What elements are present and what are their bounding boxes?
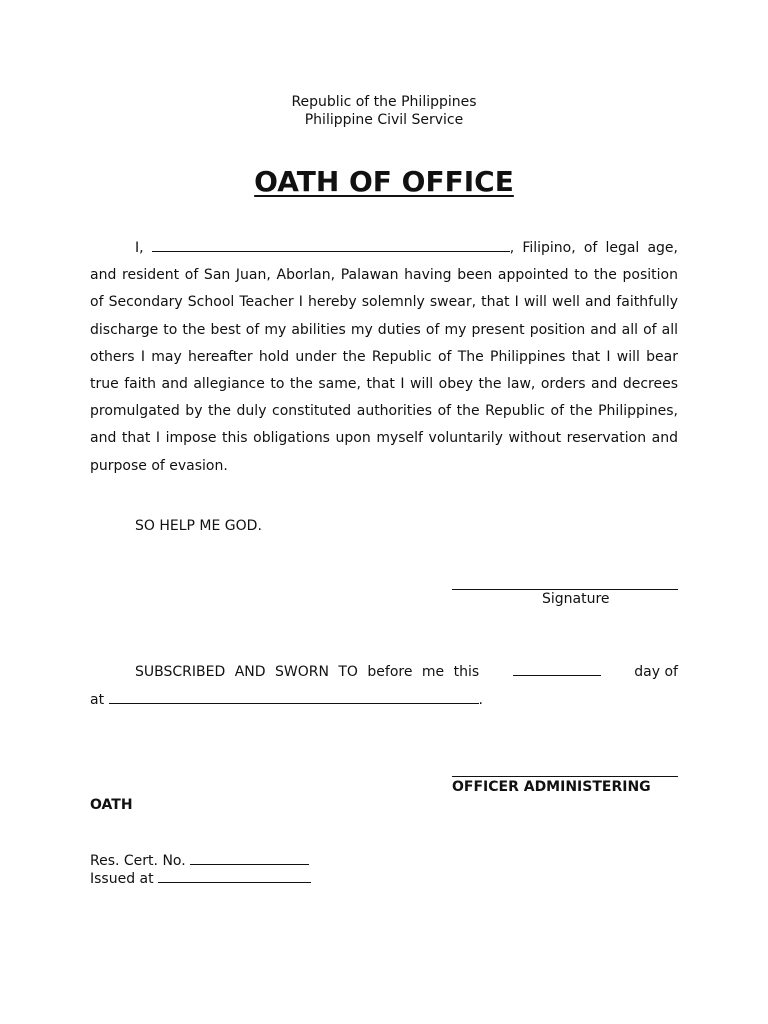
res-cert-line (90, 852, 309, 869)
signature-line[interactable] (452, 589, 678, 590)
oath-opening: I, (135, 240, 144, 256)
officer-label: OFFICER ADMINISTERING (452, 779, 651, 795)
document-title (0, 163, 768, 201)
at-line (90, 691, 483, 708)
oath-body: , Filipino, of legal age, and resident of San Juan, Aborlan, Palawan having been appointed to the position of Secondary School Teacher I hereby solemnly swear, that I will well and faithfully discharge to the best of my abilities my duties of my present position and all of all others I may hereafter hold under the Republic of The Philippines that I will bear true faith and allegiance to the same, that I will obey the law, orders and decrees promulgated by the duly constituted authorities of the Republic of the Philippines, and that I impose this obligations upon myself voluntarily without reservation and purpose of evasion. (90, 240, 678, 474)
header-civil-service: Philippine Civil Service (304, 112, 464, 128)
at-period: . (478, 692, 483, 708)
subscribed-line (135, 663, 678, 680)
name-blank[interactable] (152, 239, 510, 252)
header-republic: Republic of the Philippines (291, 94, 477, 110)
res-cert-label: Res. Cert. No. (90, 853, 186, 869)
signature-label: Signature (542, 591, 610, 607)
day-of-text: day of (634, 664, 678, 680)
officer-label-oath: OATH (90, 797, 133, 813)
issued-at-line (90, 870, 311, 887)
at-text: at (90, 692, 105, 708)
closing-text: SO HELP ME GOD. (135, 518, 262, 534)
place-blank[interactable] (109, 691, 479, 704)
issued-at-label: Issued at (90, 871, 154, 887)
res-cert-blank[interactable] (190, 852, 309, 865)
day-blank[interactable] (513, 663, 601, 676)
subscribed-text: SUBSCRIBED AND SWORN TO before me this (135, 664, 480, 680)
document-title-text: OATH OF OFFICE (254, 165, 514, 198)
oath-paragraph (90, 235, 678, 480)
officer-signature-line[interactable] (452, 776, 678, 777)
issued-at-blank[interactable] (158, 870, 311, 883)
